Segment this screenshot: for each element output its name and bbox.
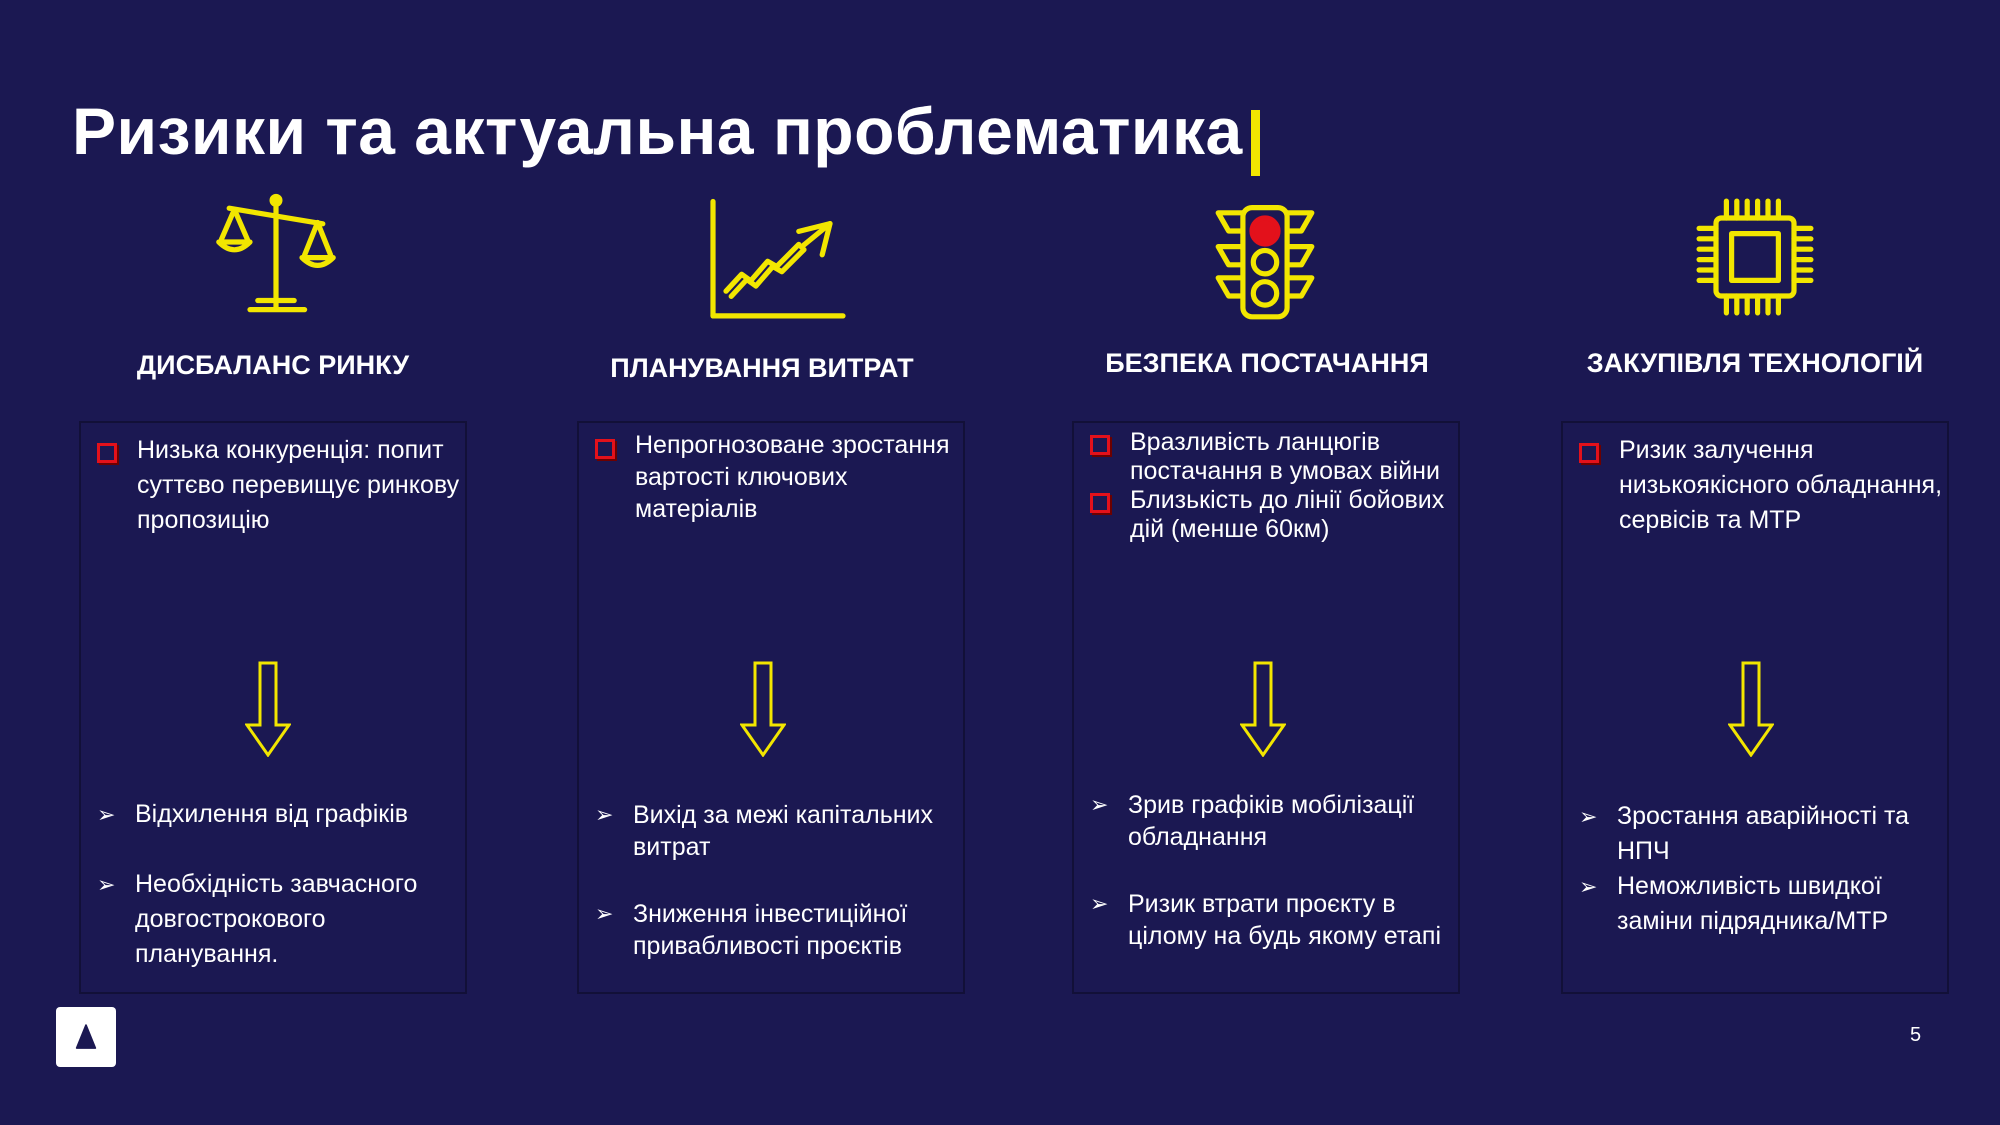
consequence-item: ➢ Неможливість швидкої заміни підрядника/МТР [1577, 869, 1947, 939]
down-arrow-icon [245, 661, 291, 757]
card-technology-procurement [1561, 421, 1949, 994]
card-supply-security [1072, 421, 1460, 994]
column-heading-technology-procurement: ЗАКУПІВЛЯ ТЕХНОЛОГІЙ [1586, 348, 1924, 378]
arrow-bullet-icon: ➢ [97, 802, 116, 827]
scales-icon [211, 190, 341, 320]
card-cost-planning [577, 421, 965, 994]
risk-item: Ризик залучення низькоякісного обладнання, сервісів та МТР [1577, 433, 1947, 538]
column-heading-supply-security: БЕЗПЕКА ПОСТАЧАННЯ [1105, 348, 1429, 378]
consequence-item: ➢ Необхідність завчасного довгострокового планування. [95, 867, 465, 972]
red-square-bullet-icon [1090, 435, 1110, 455]
rising-chart-icon [700, 195, 830, 325]
consequence-item: ➢ Зрив графіків мобілізації обладнання [1090, 791, 1415, 851]
slide-title: Ризики та актуальна проблематика [72, 94, 1243, 168]
consequence-item: ➢ Відхилення від графіків [95, 797, 465, 832]
column-heading-cost-planning: ПЛАНУВАННЯ ВИТРАТ [610, 353, 914, 383]
risk-item: Низька конкуренція: попит суттєво перевищує ринкову пропозицію [95, 433, 465, 538]
red-square-bullet-icon [97, 443, 117, 463]
processor-chip-icon [1690, 192, 1820, 322]
column-heading-market: ДИСБАЛАНС РИНКУ [136, 350, 410, 380]
consequence-item: ➢ Зростання аварійності та НПЧ [1577, 799, 1947, 869]
arrow-bullet-icon: ➢ [1090, 891, 1109, 916]
risk-item: Непрогнозоване зростання вартості ключових матеріалів [593, 429, 963, 525]
red-square-bullet-icon [1579, 443, 1599, 463]
consequence-item: ➢ Вихід за межі капітальних витрат [595, 801, 934, 861]
page-number: 5 [1910, 1024, 1922, 1046]
red-square-bullet-icon [1090, 493, 1110, 513]
arrow-bullet-icon: ➢ [1579, 874, 1598, 899]
arrow-bullet-icon: ➢ [1090, 792, 1109, 817]
consequence-item: ➢ Ризик втрати проєкту в цілому на будь якому етапі [1090, 890, 1442, 950]
down-arrow-icon [1240, 661, 1286, 757]
company-logo [56, 1007, 116, 1067]
traffic-light-icon [1200, 192, 1330, 322]
arrow-bullet-icon: ➢ [97, 872, 116, 897]
red-square-bullet-icon [595, 439, 615, 459]
arrow-bullet-icon: ➢ [595, 802, 614, 827]
arrow-bullet-icon: ➢ [1579, 804, 1598, 829]
risk-item: Вразливість ланцюгів постачання в умовах війни [1088, 428, 1458, 486]
card-market-imbalance [79, 421, 467, 994]
triangle-logo-icon [69, 1020, 103, 1054]
arrow-bullet-icon: ➢ [595, 901, 614, 926]
risk-item: Близькість до лінії бойових дій (менше 60км) [1088, 486, 1458, 544]
title-accent-bar [1251, 110, 1260, 176]
down-arrow-icon [740, 661, 786, 757]
consequence-item: ➢ Зниження інвестиційної привабливості проєктів [595, 900, 908, 960]
down-arrow-icon [1728, 661, 1774, 757]
